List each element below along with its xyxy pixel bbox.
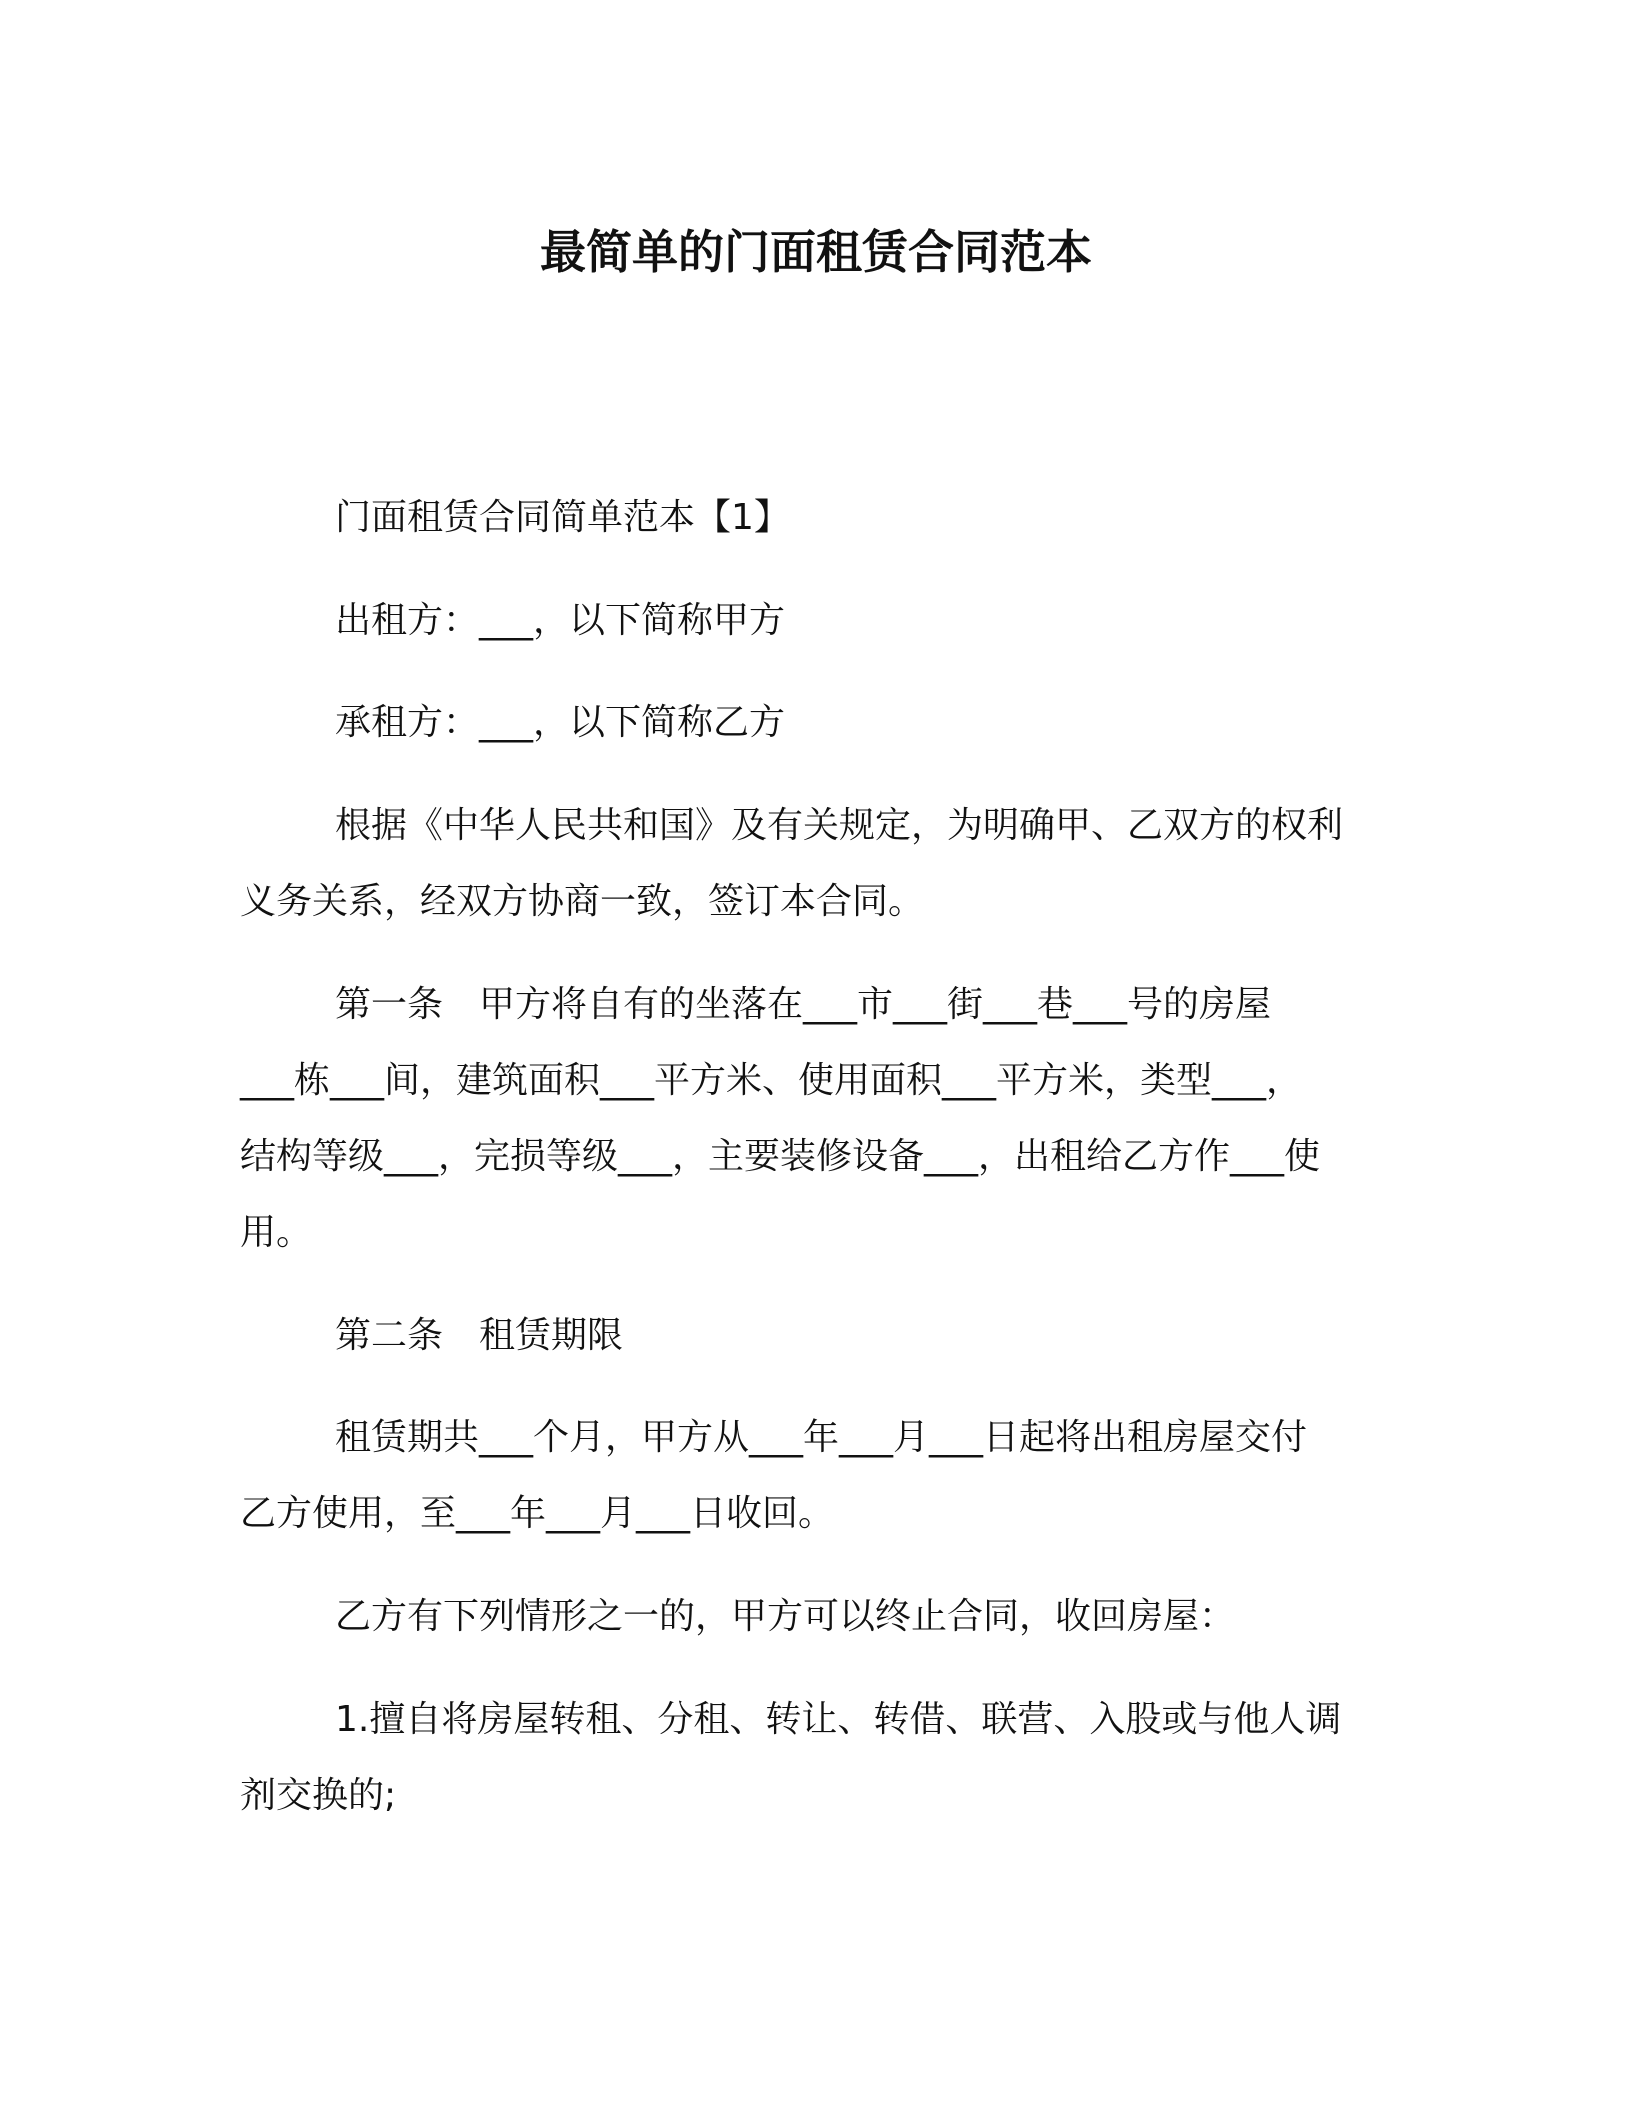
term-line-2: 乙方使用，至___年___月___日收回。 [240,1493,835,1534]
section-heading: 门面租赁合同简单范本【1】 [335,497,790,538]
clause-1-line-2: 剂交换的; [240,1775,397,1816]
document-title: 最简单的门面租赁合同范本 [540,225,1092,279]
lessor-line: 出租方：___，以下简称甲方 [335,600,786,641]
article-2-heading: 第二条 租赁期限 [335,1315,624,1356]
preamble-line-2: 义务关系，经双方协商一致，签订本合同。 [240,881,925,922]
termination-intro: 乙方有下列情形之一的，甲方可以终止合同，收回房屋： [335,1596,1236,1637]
preamble-line-1: 根据《中华人民共和国》及有关规定，为明确甲、乙双方的权利 [335,805,1344,846]
lessee-line: 承租方：___，以下简称乙方 [335,702,786,743]
article-1-line-4: 用。 [240,1212,313,1253]
article-1-line-3: 结构等级___，完损等级___，主要装修设备___，出租给乙方作___使 [240,1136,1321,1177]
article-1-line-2: ___栋___间，建筑面积___平方米、使用面积___平方米，类型___， [240,1060,1303,1101]
term-line-1: 租赁期共___个月，甲方从___年___月___日起将出租房屋交付 [335,1417,1308,1458]
article-1-line-1: 第一条 甲方将自有的坐落在___市___街___巷___号的房屋 [335,984,1272,1025]
clause-1-line-1: 1.擅自将房屋转租、分租、转让、转借、联营、入股或与他人调 [335,1699,1342,1740]
